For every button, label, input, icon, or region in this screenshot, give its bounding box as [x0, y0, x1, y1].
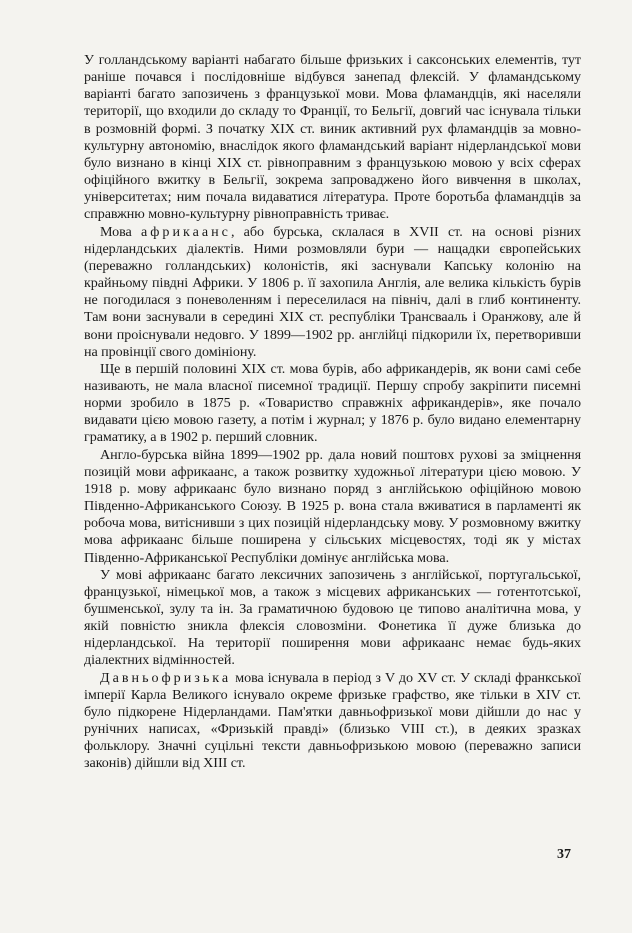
- paragraph-lead: Мова: [100, 223, 142, 240]
- body-text: [84, 52, 581, 773]
- paragraph-anglo-boer-war: Англо-бурська війна 1899—1902 рр. дала новий поштовх рухові за зміцнення позицій мови африкаанс, а також розвитку художньої літератури цією мовою. У 1918 р. мову африкаанс було визнано поряд з англійською офіційною мовою Південно-Африканського Союзу. В 1925 р. вона стала вживатися в парламенті як робоча мова, витіснивши з цих позицій нідерландську мову. У розмовному вжитку мова африкаанс більше поширена у сільських місцевостях, тоді як у містах Південно-Африканської Республіки домінує англійська мова.: [84, 446, 581, 566]
- paragraph-old-frisian: [84, 670, 581, 773]
- paragraph-afrikaans-origin: [84, 224, 581, 361]
- paragraph-afrikaans-writing: Ще в першій половині XIX ст. мова бурів, або африкандерів, як вони самі себе називають, не мала власної писемної традиції. Першу спробу закріпити писемні норми зробило в 1875 р. «Товариство справжніх африкандерів», яке почало видавати цією мовою газету, а потім і журнал; у 1876 р. було видано елементарну граматику, а в 1902 р. перший словник.: [84, 360, 581, 446]
- paragraph-body: , або бурська, склалася в XVII ст. на основі різних нідерландських діалектів. Ними розмовляли бури — нащадки європейських (переважно голландських) колоністів, які заснували Капську колонію на крайньому півдні Африки. У 1806 р. її захопила Англія, але велика кількість бурів не погодилася з поневоленням і переселилася на північ, далі в глиб континенту. Там вони заснували в середині XIX ст. республіки Трансвааль і Оранжову, але й вони проіснували недовго. У 1899—1902 рр. англійці підкорили їх, перетворивши на провінції свого домініону.: [84, 223, 581, 360]
- term-old-frisian: Давньофризька: [100, 669, 232, 686]
- page-number: 37: [557, 847, 571, 862]
- paragraph-body: мова існувала в період з V до XV ст. У складі франкської імперії Карла Великого існувало окреме фризьке графство, яке тільки в XIV ст. було підкорене Нідерландами. Пам'ятки давньофризької мови дійшли до нас у рунічних написах, «Фризькій правді» (близько VIII ст.), в деяких зразках фольклору. Значні суцільні тексти давньофризькою мовою (переважно записи законів) дійшли від XIII ст.: [84, 669, 581, 772]
- term-afrikaans: африкаанс: [141, 223, 231, 240]
- paragraph-dutch-variants: У голландському варіанті набагато більше фризьких і саксонських елементів, тут раніше почався і послідовніше відбувся занепад флексій. У фламандському варіанті багато запозичень з французької мови. Мова фламандців, які населяли території, що входили до складу то Франції, то Бельгії, довгий час існувала тільки в розмовній формі. З початку XIX ст. виник активний рух фламандців за мовно-культурну автономію, внаслідок якого фламандський варіант нідерландської мови було визнано в кінці XIX ст. рівноправним з французькою мовою у всіх сферах офіційного вжитку в Бельгії, зокрема запроваджено його вивчення в школах, університетах; ним почала видаватися література. Проте боротьба фламандців за справжню мовно-культурну рівноправність триває.: [84, 52, 581, 223]
- paragraph-afrikaans-lexicon: У мові африкаанс багато лексичних запозичень з англійської, португальської, французької, німецької мов, а також з місцевих африканських — готентотської, бушменської, зулу та ін. За граматичною будовою це типово аналітична мова, у якій повністю зникла флексія словозміни. Фонетика її дуже близька до нідерландської. На території поширення мови африкаанс немає будь-яких діалектних відмінностей.: [84, 566, 581, 669]
